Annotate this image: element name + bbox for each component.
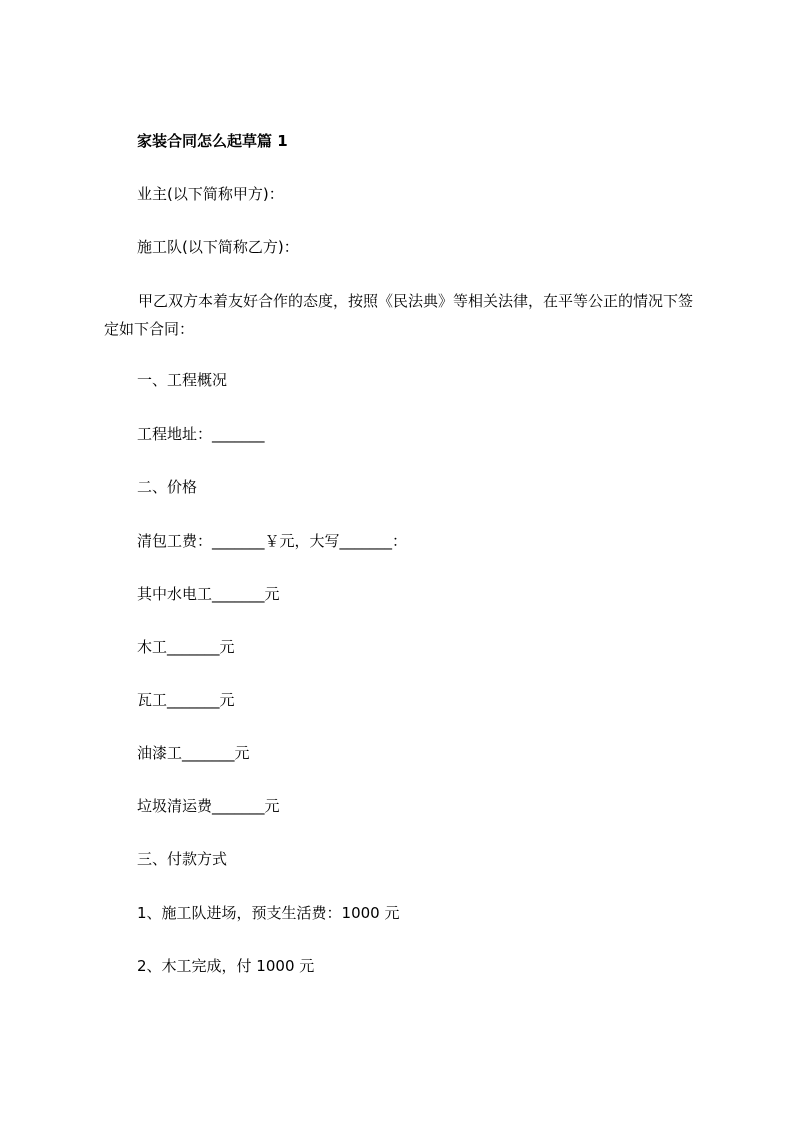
section-heading-price: 二、价格 [137,478,198,496]
owner-line: 业主(以下简称甲方)： [137,185,284,203]
contractor-line: 施工队(以下简称乙方)： [137,238,299,256]
total-fee-line: 清包工费：_______￥元，大写_______： [137,532,408,550]
plumbing-electrical-fee-line: 其中水电工_______元 [137,585,280,603]
payment-item-2: 2、木工完成，付 1000 元 [137,957,315,975]
waste-removal-fee-line: 垃圾清运费_______元 [137,797,280,815]
intro-paragraph: 甲乙双方本着友好合作的态度，按照《民法典》等相关法律，在平等公正的情况下签定如下合同： [104,292,694,338]
project-address-line: 工程地址：_______ [137,425,265,443]
carpentry-fee-line: 木工_______元 [137,638,235,656]
document-title: 家装合同怎么起草篇 1 [137,132,288,150]
painting-fee-line: 油漆工_______元 [137,744,250,762]
payment-item-1: 1、施工队进场，预支生活费：1000 元 [137,904,400,922]
tiling-fee-line: 瓦工_______元 [137,691,235,709]
section-heading-payment: 三、付款方式 [137,850,228,868]
section-heading-project-overview: 一、工程概况 [137,371,228,389]
